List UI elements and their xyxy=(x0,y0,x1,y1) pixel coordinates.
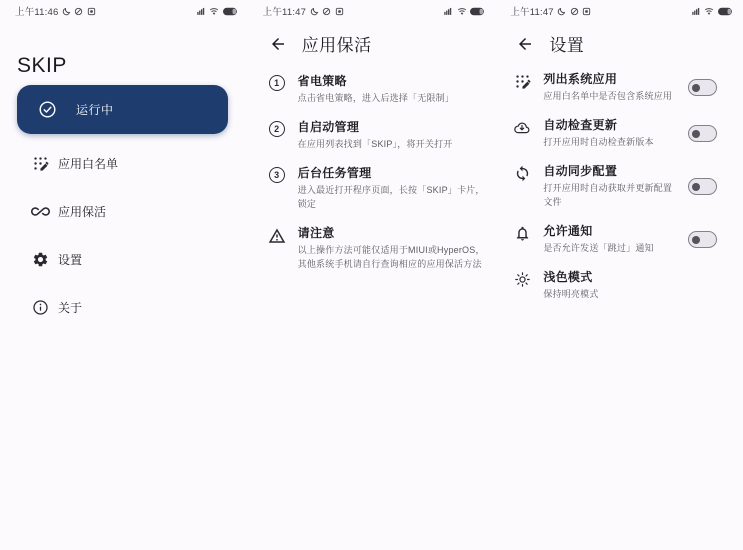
item-subtitle: 打开应用时自动检查新版本 xyxy=(543,136,654,147)
apps-edit-icon xyxy=(511,73,533,90)
item-text xyxy=(543,72,680,104)
item-title: 请注意 xyxy=(297,225,335,240)
status-bar xyxy=(263,4,486,18)
item-title: 自动检查更新 xyxy=(543,117,618,132)
page-title: 应用保活 xyxy=(301,36,372,55)
clock-text: 上午11:47 xyxy=(262,7,307,18)
list-item-notice xyxy=(266,226,488,272)
item-title: 自动同步配置 xyxy=(543,163,618,178)
toggle-auto-sync-config[interactable] xyxy=(688,178,717,195)
infinity-icon xyxy=(29,202,51,221)
menu-item-keep-alive[interactable] xyxy=(29,187,238,235)
circled-3-icon: 3 xyxy=(266,167,288,183)
mute-icon xyxy=(74,7,83,16)
item-text xyxy=(543,224,680,256)
item-subtitle: 点击省电策略，进入后选择「无限制」 xyxy=(297,93,455,103)
status-right xyxy=(691,7,733,16)
battery-icon xyxy=(223,7,238,16)
list-item-power-policy[interactable] xyxy=(266,74,488,106)
item-text xyxy=(543,164,680,210)
battery-icon xyxy=(470,7,485,16)
wifi-icon xyxy=(457,7,467,16)
moon-icon xyxy=(310,7,319,16)
setting-light-mode[interactable] xyxy=(511,270,717,302)
back-arrow-icon xyxy=(516,35,534,53)
toggle-list-system-apps[interactable] xyxy=(688,79,717,96)
item-text xyxy=(298,74,488,106)
toggle-auto-check-update[interactable] xyxy=(688,125,717,142)
screen-settings xyxy=(495,0,743,550)
page-header xyxy=(516,31,584,56)
moon-icon xyxy=(557,7,566,16)
menu-label: 应用白名单 xyxy=(58,156,119,171)
back-arrow-icon xyxy=(269,35,287,53)
status-left xyxy=(15,4,96,18)
screen-keep-alive xyxy=(248,0,496,550)
item-subtitle: 打开应用时自动获取并更新配置文件 xyxy=(543,182,673,207)
keep-alive-list xyxy=(266,74,488,286)
status-right xyxy=(443,7,485,16)
wifi-icon xyxy=(209,7,219,16)
sun-icon xyxy=(511,271,533,288)
item-title: 浅色模式 xyxy=(543,269,593,284)
status-left xyxy=(510,4,591,18)
setting-auto-sync-config[interactable] xyxy=(511,164,717,210)
running-status-card[interactable] xyxy=(17,85,228,134)
setting-auto-check-update[interactable] xyxy=(511,118,717,150)
item-subtitle: 保持明亮模式 xyxy=(543,288,599,299)
settings-list xyxy=(511,72,717,316)
item-title: 允许通知 xyxy=(543,223,593,238)
list-item-background-task[interactable] xyxy=(266,166,488,212)
page-header xyxy=(269,31,372,56)
screen-home xyxy=(0,0,248,550)
bell-icon xyxy=(511,225,533,242)
item-subtitle: 进入最近打开程序页面，长按「SKIP」卡片，锁定 xyxy=(297,184,485,209)
mute-icon xyxy=(322,7,331,16)
clock-text: 上午11:46 xyxy=(15,7,59,18)
item-subtitle: 以上操作方法可能仅适用于MIUI或HyperOS，其他系统手机请自行查询相应的应用保活方法 xyxy=(297,244,485,269)
clock-text: 上午11:47 xyxy=(510,7,554,18)
menu-item-about[interactable] xyxy=(29,283,238,331)
menu-item-app-whitelist[interactable] xyxy=(29,139,238,187)
item-text xyxy=(298,166,488,212)
toggle-allow-notifications[interactable] xyxy=(688,231,717,248)
signal-icon xyxy=(691,7,701,16)
page-title: 设置 xyxy=(549,36,585,55)
status-bar xyxy=(15,4,238,18)
setting-list-system-apps[interactable] xyxy=(511,72,717,104)
sync-icon xyxy=(511,165,533,182)
floating-window-icon xyxy=(335,7,344,16)
home-menu xyxy=(29,139,238,331)
item-text xyxy=(543,118,680,150)
menu-label: 关于 xyxy=(58,300,83,315)
floating-window-icon xyxy=(87,7,96,16)
wifi-icon xyxy=(704,7,714,16)
page-title: SKIP xyxy=(17,54,67,77)
menu-label: 设置 xyxy=(58,252,83,267)
menu-item-settings[interactable] xyxy=(29,235,238,283)
running-status-label: 运行中 xyxy=(76,103,114,117)
warning-triangle-icon xyxy=(266,227,288,245)
back-button[interactable] xyxy=(516,35,534,53)
item-text xyxy=(298,226,488,272)
list-item-autostart[interactable] xyxy=(266,120,488,152)
signal-icon xyxy=(196,7,206,16)
item-subtitle: 在应用列表找到「SKIP」，将开关打开 xyxy=(297,138,453,149)
menu-label: 应用保活 xyxy=(58,204,107,219)
item-text xyxy=(543,270,717,302)
battery-icon xyxy=(718,7,733,16)
status-left xyxy=(263,4,344,18)
status-right xyxy=(196,7,238,16)
cloud-download-icon xyxy=(511,119,533,137)
check-circle-icon xyxy=(38,100,57,119)
item-title: 自启动管理 xyxy=(297,119,360,134)
apps-edit-icon xyxy=(29,155,51,172)
item-text xyxy=(298,120,488,152)
mute-icon xyxy=(570,7,579,16)
item-title: 列出系统应用 xyxy=(543,72,618,86)
circled-1-icon: 1 xyxy=(266,75,288,91)
signal-icon xyxy=(443,7,453,16)
floating-window-icon xyxy=(582,7,591,16)
setting-allow-notifications[interactable] xyxy=(511,224,717,256)
item-title: 省电策略 xyxy=(297,74,347,88)
gear-icon xyxy=(29,251,51,268)
item-subtitle: 应用白名单中是否包含系统应用 xyxy=(543,91,673,101)
item-subtitle: 是否允许发送「跳过」通知 xyxy=(543,242,654,253)
info-icon xyxy=(29,299,51,316)
moon-icon xyxy=(62,7,71,16)
back-button[interactable] xyxy=(269,35,287,53)
item-title: 后台任务管理 xyxy=(297,165,372,180)
status-bar xyxy=(510,4,733,18)
circled-2-icon: 2 xyxy=(266,121,288,137)
